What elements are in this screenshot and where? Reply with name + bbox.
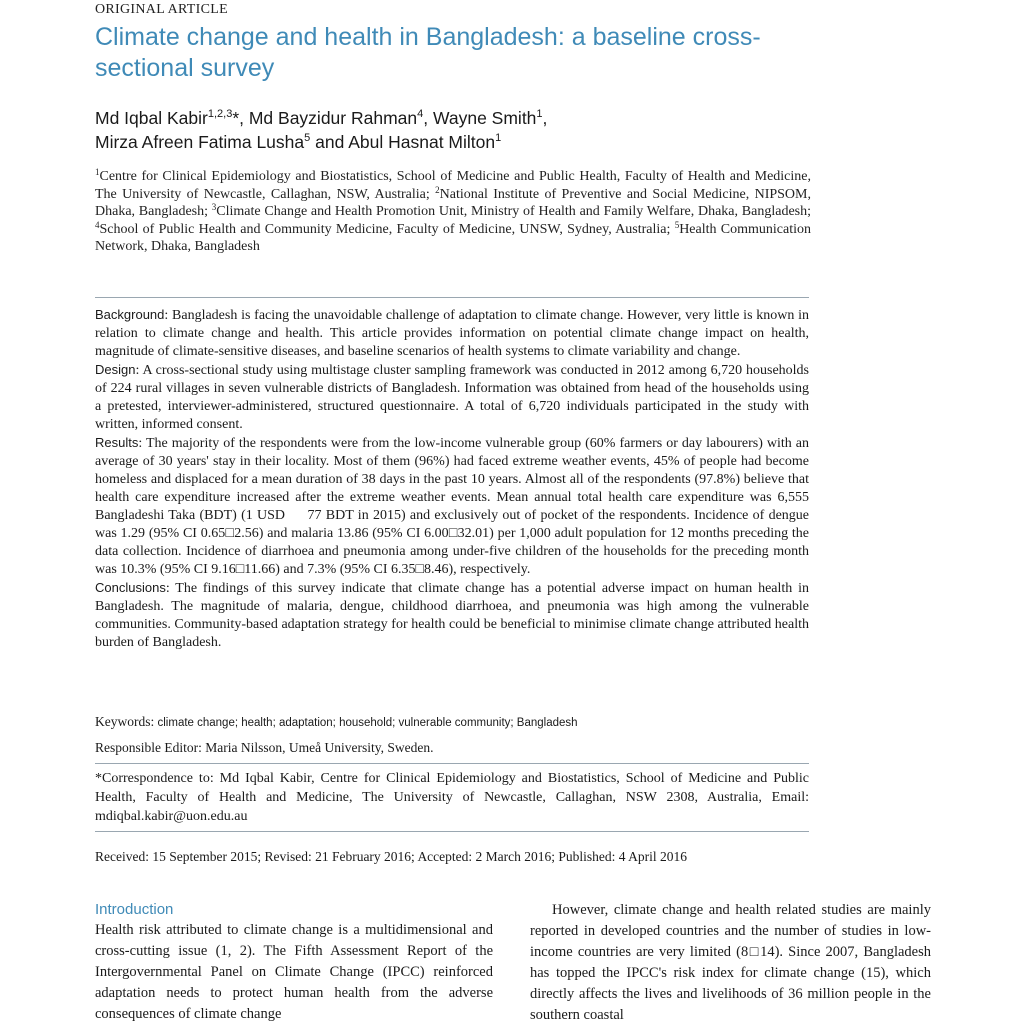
article-title: Climate change and health in Bangladesh: a baseline cross-sectional survey <box>95 23 761 82</box>
author-separator: , <box>542 108 548 128</box>
abstract-section-text: : Bangladesh is facing the unavoidable challenge of adaptation to climate change. However, very little is known in relation to climate change and health. This article provides information on potential climate change impact on health, magnitude of climate-sensitive diseases, and baseline scenarios of health systems to climate variability and change. <box>95 308 809 359</box>
author-affiliation-marker: 1 <box>495 132 502 144</box>
intro-left-column <box>95 900 493 1025</box>
author-separator: , <box>423 108 433 128</box>
author-affiliation-marker: 1 <box>536 108 543 120</box>
affiliation-marker: 4 <box>95 219 100 230</box>
abstract-conclusions <box>95 579 809 652</box>
keywords-list: climate change; health; adaptation; household; vulnerable community; Bangladesh <box>157 717 578 729</box>
affiliation-text: National Institute of Preventive and Social Medicine, NIPSOM, Dhaka, Bangladesh; <box>95 186 811 219</box>
responsible-editor: Responsible Editor: Maria Nilsson, Umeå University, Sweden. <box>95 740 434 755</box>
affiliation-marker: 5 <box>674 219 680 230</box>
abstract-background <box>95 306 809 361</box>
abstract-section-heading: Background <box>95 307 165 322</box>
publication-dates: Received: 15 September 2015; Revised: 21 February 2016; Accepted: 2 March 2016; Published: 4 April 2016 <box>95 849 688 864</box>
abstract-top-divider <box>95 297 809 298</box>
author-separator: and <box>310 132 349 152</box>
author-list <box>95 106 815 154</box>
author-affiliation-marker: 5 <box>304 132 311 144</box>
intro-paragraph: However, climate change and health related studies are mainly reported in developed countries and the number of studies in low-income countries are very limited (8□14). Since 2007, Bangladesh has topped the IPCC's risk index for climate change (15), which directly affects the lives and livelihoods of 36 million people in the southern coastal <box>530 902 931 1023</box>
abstract-section-text: : The majority of the respondents were from the low-income vulnerable group (60% farmers or day labourers) with an average of 30 years' stay in their locality. Most of them (96%) had faced extreme weather events, 45% of people had become homeless and displaced for a mean duration of 38 days in the past 10 years. Almost all of the respondents (97.8%) believe that health care expenditure increased after the extreme weather events. Mean annual total health care expenditure was 6,555 Bangladeshi Taka (BDT) (1 USD 77 BDT in 2015) and exclusively out of pocket of the respondents. Incidence of dengue was 1.29 (95% CI 0.65□2.56) and malaria 13.86 (95% CI 6.00□32.01) per 1,000 adult population for 12 months preceding the data collection. Incidence of diarrhoea and pneumonia among under-five children of the households for the preceding month was 10.3% (95% CI 9.16□11.66) and 7.3% (95% CI 6.35□8.46), respectively. <box>95 436 809 577</box>
author-name: Abul Hasnat Milton <box>348 132 496 152</box>
correspondence-top-divider <box>95 763 809 764</box>
section-heading-introduction: Introduction <box>95 901 174 918</box>
abstract-design <box>95 361 809 434</box>
affiliation-marker: 1 <box>95 167 100 177</box>
abstract-section-text: : A cross-sectional study using multistage cluster sampling framework was conducted in 2012 among 6,720 households of 224 rural villages in seven vulnerable districts of Bangladesh. Information was obtained from head of the households using a pretested, interviewer-administered, structured questionnaire. A total of 6,720 individuals participated in the study with written, informed consent. <box>95 363 809 432</box>
intro-right-column <box>530 900 931 1026</box>
affiliation-marker: 3 <box>211 202 217 212</box>
keywords-label: Keywords: <box>95 714 155 729</box>
abstract <box>95 306 809 652</box>
author-separator: *, <box>232 108 249 128</box>
author-name: Md Bayzidur Rahman <box>248 108 418 128</box>
author-affiliation-marker: 1,2,3 <box>207 108 233 120</box>
author-name: Wayne Smith <box>433 108 537 128</box>
abstract-section-heading: Conclusions <box>95 580 166 595</box>
author-name: Mirza Afreen Fatima Lusha <box>95 132 305 152</box>
abstract-results <box>95 434 809 579</box>
abstract-section-text: : The findings of this survey indicate that climate change has a potential adverse impact on human health in Bangladesh. The magnitude of malaria, dengue, childhood diarrhoea, and pneumonia was high among the vulnerable communities. Community-based adaptation strategy for health could be beneficial to minimise climate change attributed health burden of Bangladesh. <box>95 581 809 650</box>
affiliation-text: Health Communication Network, Dhaka, Bangladesh <box>95 221 811 254</box>
author-name: Md Iqbal Kabir <box>95 108 208 128</box>
affiliations <box>95 168 811 256</box>
affiliation-text: School of Public Health and Community Medicine, Faculty of Medicine, UNSW, Sydney, Australia; <box>99 221 675 237</box>
correspondence-bottom-divider <box>95 831 809 832</box>
correspondence: *Correspondence to: Md Iqbal Kabir, Centre for Clinical Epidemiology and Biostatistics, School of Medicine and Public Health, Faculty of Health and Medicine, The University of Newcastle, Callaghan, NSW 2308, Australia, Email: mdiqbal.kabir@uon.edu.au <box>95 771 809 824</box>
abstract-section-heading: Design <box>95 362 136 377</box>
keywords <box>95 714 809 730</box>
author-affiliation-marker: 4 <box>417 108 424 120</box>
affiliation-marker: 2 <box>435 184 440 195</box>
abstract-section-heading: Results <box>95 435 139 450</box>
intro-paragraph: Health risk attributed to climate change is a multidimensional and cross-cutting issue (1, 2). The Fifth Assessment Report of the Intergovernmental Panel on Climate Change (IPCC) reinforced adaptation needs to protect human health from the adverse consequences of climate change <box>95 922 493 1022</box>
affiliation-text: Centre for Clinical Epidemiology and Biostatistics, School of Medicine and Public Health, Faculty of Health and Medicine, The University of Newcastle, Callaghan, NSW, Australia; <box>95 169 811 202</box>
affiliation-text: Climate Change and Health Promotion Unit, Ministry of Health and Family Welfare, Dhaka, Bangladesh; <box>216 204 811 219</box>
article-type-label: ORIGINAL ARTICLE <box>95 2 228 17</box>
